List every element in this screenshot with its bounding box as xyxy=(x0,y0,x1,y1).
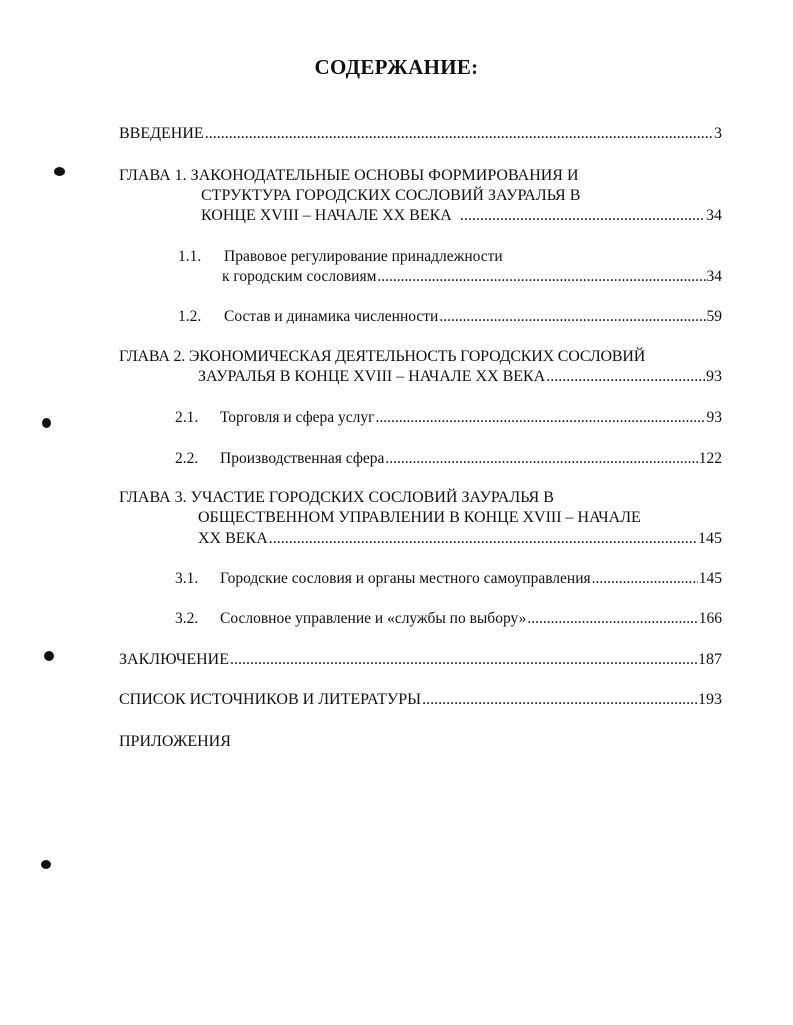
toc-page-number: 34 xyxy=(706,207,722,224)
toc-page-number: 187 xyxy=(698,651,722,668)
toc-chapter-3-line-1[interactable]: ГЛАВА 3. УЧАСТИЕ ГОРОДСКИХ СОСЛОВИЙ ЗАУРАЛЬЯ В xyxy=(119,489,554,506)
section-number: 3.1. xyxy=(175,570,199,587)
scan-blot xyxy=(41,860,51,869)
toc-chapter-3-line-3[interactable] xyxy=(198,529,722,549)
toc-entry-label: Производственная сфера xyxy=(220,450,385,467)
scan-blot xyxy=(42,418,51,428)
toc-section-2-1[interactable] xyxy=(220,408,722,428)
toc-section-1-1-line-1[interactable]: Правовое регулирование принадлежности xyxy=(224,248,503,265)
toc-chapter-1-line-3[interactable] xyxy=(201,206,722,226)
toc-page-number: 59 xyxy=(706,308,722,325)
toc-entry-label: Сословное управление и «службы по выбору» xyxy=(220,610,527,627)
toc-page-number: 34 xyxy=(706,268,722,285)
toc-entry-sources[interactable] xyxy=(119,690,722,710)
toc-chapter-1-line-2[interactable]: СТРУКТУРА ГОРОДСКИХ СОСЛОВИЙ ЗАУРАЛЬЯ В xyxy=(201,187,581,204)
toc-entry-label: Городские сословия и органы местного самоуправления xyxy=(220,570,591,587)
toc-page-number: 122 xyxy=(698,450,722,467)
scan-blot xyxy=(44,651,54,661)
leader-dots xyxy=(376,408,706,428)
toc-page-number: 166 xyxy=(698,610,722,627)
toc-section-2-2[interactable] xyxy=(220,449,722,469)
toc-section-1-2[interactable] xyxy=(224,307,722,327)
toc-page-number: 193 xyxy=(698,691,722,708)
section-number: 2.1. xyxy=(175,409,199,426)
leader-dots xyxy=(377,267,705,287)
leader-dots xyxy=(230,650,697,670)
toc-section-1-1-line-2[interactable] xyxy=(222,267,722,287)
toc-entry-label: к городским сословиям xyxy=(222,268,377,285)
leader-dots xyxy=(439,307,705,327)
toc-entry-label: СПИСОК ИСТОЧНИКОВ И ЛИТЕРАТУРЫ xyxy=(119,691,422,708)
toc-entry-intro[interactable] xyxy=(119,124,722,144)
section-number: 1.1. xyxy=(178,248,202,265)
toc-entry-appendix[interactable]: ПРИЛОЖЕНИЯ xyxy=(119,733,231,750)
section-number: 2.2. xyxy=(175,450,199,467)
leader-dots xyxy=(546,367,705,387)
toc-page-number: 145 xyxy=(698,570,722,587)
toc-page-number: 93 xyxy=(706,368,722,385)
leader-dots xyxy=(385,449,697,469)
leader-dots xyxy=(422,690,697,710)
toc-entry-label: Состав и динамика численности xyxy=(224,308,439,325)
toc-entry-label: ЗАУРАЛЬЯ В КОНЦЕ XVIII – НАЧАЛЕ XX ВЕКА xyxy=(198,368,546,385)
leader-dots xyxy=(460,206,705,226)
leader-dots xyxy=(592,569,698,589)
toc-entry-conclusion[interactable] xyxy=(119,650,722,670)
toc-page-number: 3 xyxy=(714,125,722,142)
toc-chapter-3-line-2[interactable]: ОБЩЕСТВЕННОМ УПРАВЛЕНИИ В КОНЦЕ XVIII – НАЧАЛЕ xyxy=(198,509,641,526)
leader-dots xyxy=(269,529,697,549)
toc-chapter-2-line-2[interactable] xyxy=(198,367,722,387)
toc-entry-label: ВВЕДЕНИЕ xyxy=(119,125,204,142)
toc-entry-label: КОНЦЕ XVIII – НАЧАЛЕ XX ВЕКА xyxy=(201,207,452,224)
leader-dots xyxy=(527,609,697,629)
toc-entry-label: XX ВЕКА xyxy=(198,530,268,547)
toc-section-3-1[interactable] xyxy=(220,569,722,589)
section-number: 1.2. xyxy=(178,308,202,325)
section-number: 3.2. xyxy=(175,610,199,627)
toc-chapter-2-line-1[interactable]: ГЛАВА 2. ЭКОНОМИЧЕСКАЯ ДЕЯТЕЛЬНОСТЬ ГОРОДСКИХ СОСЛОВИЙ xyxy=(119,348,646,365)
toc-page-number: 145 xyxy=(698,530,722,547)
toc-section-3-2[interactable] xyxy=(220,609,722,629)
toc-chapter-1-line-1[interactable]: ГЛАВА 1. ЗАКОНОДАТЕЛЬНЫЕ ОСНОВЫ ФОРМИРОВАНИЯ И xyxy=(119,167,579,184)
leader-dots xyxy=(205,124,713,144)
toc-entry-label: Торговля и сфера услуг xyxy=(220,409,375,426)
scan-blot xyxy=(54,167,65,176)
toc-entry-label: ЗАКЛЮЧЕНИЕ xyxy=(119,651,229,668)
toc-page-number: 93 xyxy=(706,409,722,426)
page-title: СОДЕРЖАНИЕ: xyxy=(314,55,479,79)
